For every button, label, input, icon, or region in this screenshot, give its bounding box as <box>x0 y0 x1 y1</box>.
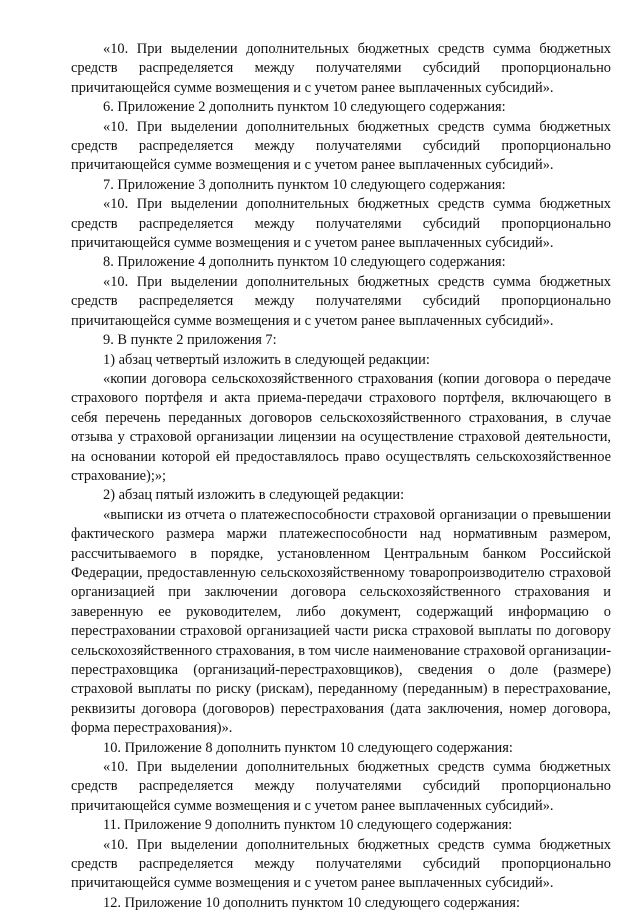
paragraph-clause-10-appendix-8: «10. При выделении дополнительных бюджетных средств сумма бюджетных средств распределяется между получателями субсидий пропорционально причитающейся сумме возмещения и с учетом ранее выплаченных субсидий». <box>71 759 611 814</box>
paragraph-solvency-report-extract: «выписки из отчета о платежеспособности страховой организации о превышении фактического размера маржи платежеспособности над нормативным размером, рассчитываемого в порядке, установленном Центральным банком Российской Федерации, предоставленную сельскохозяйственному товаропроизводителю страховой организацией при заключении договора сельскохозяйственного страхования и заверенную ее руководителем, либо документ, содержащий информацию о перестраховании страховой организацией части риска страховой выплаты по договору сельскохозяйственного страхования, в том числе наименование страховой организации-перестраховщика (организаций-перестраховщиков), сведения о доле (размере) страховой выплаты по риску (рискам), переданному (переданным) в перестрахование, реквизиты договора (договоров) перестрахования (дата заключения, номер договора, форма перестрахования)». <box>71 506 611 737</box>
paragraph-item-9: 9. В пункте 2 приложения 7: <box>103 332 277 349</box>
paragraph-item-8: 8. Приложение 4 дополнить пунктом 10 следующего содержания: <box>103 254 506 271</box>
paragraph-clause-10-appendix-3: «10. При выделении дополнительных бюджетных средств сумма бюджетных средств распределяется между получателями субсидий пропорционально причитающейся сумме возмещения и с учетом ранее выплаченных субсидий». <box>71 196 611 252</box>
paragraph-item-7: 7. Приложение 3 дополнить пунктом 10 следующего содержания: <box>103 176 506 193</box>
paragraph-item-11: 11. Приложение 9 дополнить пунктом 10 следующего содержания: <box>103 817 513 834</box>
paragraph-clause-10-appendix-9: «10. При выделении дополнительных бюджетных средств сумма бюджетных средств распределяется между получателями субсидий пропорционально причитающейся сумме возмещения и с учетом ранее выплаченных субсидий». <box>71 836 611 892</box>
paragraph-item-6: 6. Приложение 2 дополнить пунктом 10 следующего содержания: <box>103 99 506 116</box>
paragraph-insurance-contract-copy: «копии договора сельскохозяйственного страхования (копии договора о передаче страхового портфеля и акта приема-передачи страхового портфеля, включающего в себя перечень переданных договоров сельскохозяйственного страхования, в случае отзыва у страховой организации лицензии на осуществление страховой деятельности, на основании которой ей предоставлялось право осуществлять сельскохозяйственное страхование);»; <box>71 370 611 484</box>
paragraph-clause-10-appendix-1: «10. При выделении дополнительных бюджетных средств сумма бюджетных средств распределяется между получателями субсидий пропорционально причитающейся сумме возмещения и с учетом ранее выплаченных субсидий». <box>71 41 611 96</box>
paragraph-item-10: 10. Приложение 8 дополнить пунктом 10 следующего содержания: <box>103 739 513 756</box>
paragraph-item-12: 12. Приложение 10 дополнить пунктом 10 следующего содержания: <box>103 894 521 911</box>
paragraph-subitem-1: 1) абзац четвертый изложить в следующей редакции: <box>103 351 430 368</box>
paragraph-clause-10-appendix-4: «10. При выделении дополнительных бюджетных средств сумма бюджетных средств распределяется между получателями субсидий пропорционально причитающейся сумме возмещения и с учетом ранее выплаченных субсидий». <box>71 273 611 329</box>
paragraph-subitem-2: 2) абзац пятый изложить в следующей редакции: <box>103 487 405 504</box>
paragraph-clause-10-appendix-2: «10. При выделении дополнительных бюджетных средств сумма бюджетных средств распределяется между получателями субсидий пропорционально причитающейся сумме возмещения и с учетом ранее выплаченных субсидий». <box>71 118 611 174</box>
document-page <box>71 40 611 913</box>
